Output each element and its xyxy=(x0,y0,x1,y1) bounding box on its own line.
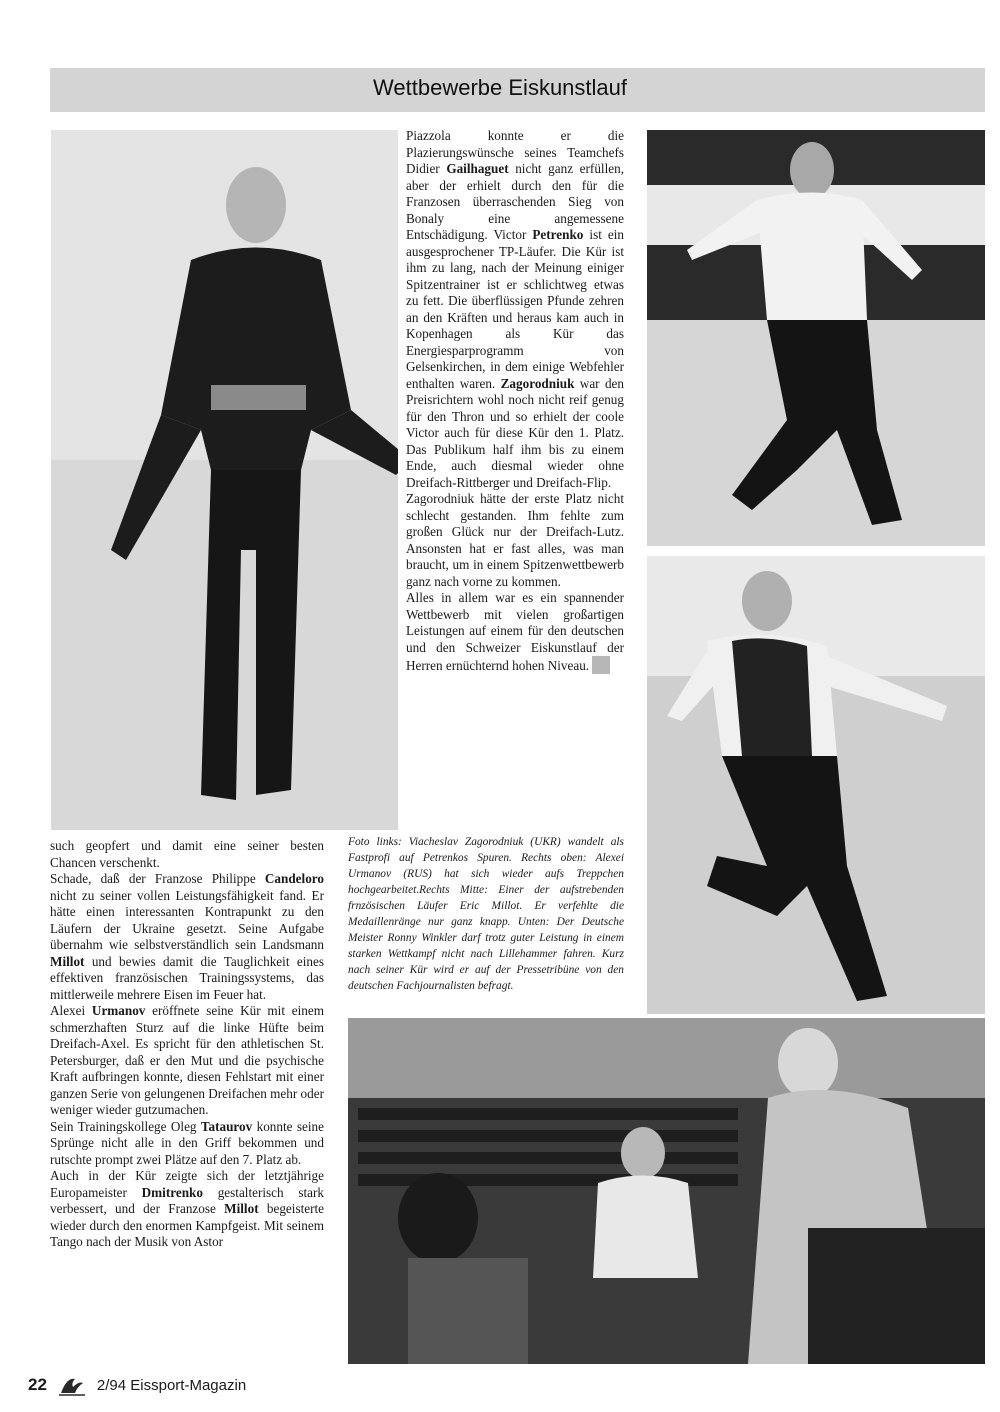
photo-millot xyxy=(647,556,985,1014)
skater-name: Millot xyxy=(224,1201,259,1216)
skater-name: Petrenko xyxy=(532,227,584,242)
middle-paragraph: Piazzola konnte er die Plazierungswünsche seines Teamchefs Didier Gailhaguet nicht ganz erfüllen, aber der erhielt durch den für die Franzosen überraschenden Sieg von Bonaly eine angemessene Entschädigung. Victor Petrenko ist ein ausgesprochener TP-Läufer. Die Kür ist ihm zu lang, nach der Meinung einiger Spitzentrainer ist er schlichtweg etwas zu fett. Die überflüssigen Pfunde zehren an den Kräften und heraus kam auch in Kopenhagen als Kür das Energiesparprogramm von Gelsenkirchen, in dem einige Webfehler enthalten waren. Zagorodniuk war den Preisrichtern wohl noch nicht reif genug für den Thron und so erhielt der coole Victor auch für diese Kür den 1. Platz. Das Publikum half ihm bis zu einem Ende, auch diesmal wieder ohne Dreifach-Rittberger und Dreifach-Flip. xyxy=(406,128,624,490)
section-title: Wettbewerbe Eiskunstlauf xyxy=(373,75,627,100)
section-header xyxy=(50,68,985,112)
skater-name: Millot xyxy=(50,953,85,969)
page-footer xyxy=(28,1373,246,1397)
photo-zagorodniuk xyxy=(51,130,398,830)
skater-name: Gailhaguet xyxy=(446,161,509,176)
skater-name: Dmitrenko xyxy=(141,1184,203,1200)
skater-name: Candeloro xyxy=(264,871,324,886)
photo-caption: Foto links: Viacheslav Zagorodniuk (UKR) wandelt als Fastprofi auf Petrenkos Spuren. Rechts oben: Alexei Urmanov (RUS) hat sich wieder aufs Treppchen hochgearbeitet.Rechts Mitte: Einer der aufstrebenden frnzösischen Läufer Eric Millot. Er verfehlte die Medaillenränge nur ganz knapp. Unten: Der Deutsche Meister Ronny Winkler darf trotz guter Leistung in einem starken Wettkampf nicht nach Lillehammer fahren. Kurz nach seiner Kür wird er auf der Pressetribüne von den deutschen Fachjournalisten befragt. xyxy=(348,836,624,992)
middle-paragraph: Alles in allem war es ein spannender Wettbewerb mit vielen großartigen Leistungen auf einem für den deutschen und den Schweizer Eiskunstlauf der Herren ernüchternd hohen Niveau. xyxy=(406,590,624,673)
photo-urmanov xyxy=(647,130,985,546)
page-number: 22 xyxy=(28,1375,47,1394)
issue-label: 2/94 Eissport-Magazin xyxy=(96,1376,247,1394)
article-middle-column xyxy=(406,128,624,675)
left-paragraph: Schade, daß der Franzose Philippe Candeloro nicht zu seiner vollen Leistungsfähigkeit fand. Er hätte einen interessanten Kontrapunkt zu den Läufern der Ukraine gesetzt. Seine Aufgabe übernahm wie selbstverständlich sein Landsmann Millot und bewies damit die Tauglichkeit eines effektiven französischen Trainingssystems, das mittlerweile mehrere Eisen im Feuer hat. xyxy=(50,871,324,1002)
end-mark xyxy=(592,656,610,674)
left-paragraph: such geopfert und damit eine seiner besten Chancen verschenkt. xyxy=(50,838,324,870)
left-paragraph: Sein Trainingskollege Oleg Tataurov konnte seine Sprünge nicht alle in den Griff bekommen und rutschte prompt zwei Plätze auf den 7. Platz ab. xyxy=(50,1118,324,1167)
left-paragraph: Auch in der Kür zeigte sich der letztjährige Europameister Dmitrenko gestalterisch stark verbessert, und der Franzose Millot begeisterte wieder durch den enormen Kampfgeist. Mit seinem Tango nach der Musik von Astor xyxy=(50,1168,325,1249)
skater-name: Tataurov xyxy=(200,1118,253,1134)
skater-name: Urmanov xyxy=(91,1003,146,1018)
skater-logo-icon xyxy=(57,1373,87,1397)
left-paragraph: Alexei Urmanov eröffnete seine Kür mit einem schmerzhaften Sturz auf die linke Hüfte beim Dreifach-Axel. Es spricht für den athletischen St. Petersburger, daß er den Mut und die psychische Kraft aufbringen konnte, diesen Fehlstart mit einer ganzen Serie von gelungenen Dreifachen mehr oder weniger wieder gutzumachen. xyxy=(50,1003,324,1117)
article-left-column xyxy=(50,838,324,1251)
middle-paragraph: Zagorodniuk hätte der erste Platz nicht schlecht gestanden. Ihm fehlte zum großen Glück nur der Dreifach-Lutz. Ansonsten hat er fast alles, was man braucht, um in einem Spitzenwettbewerb ganz nach vorne zu kommen. xyxy=(406,491,624,589)
photo-press-interview xyxy=(348,1018,985,1364)
skater-name: Zagorodniuk xyxy=(500,375,575,391)
